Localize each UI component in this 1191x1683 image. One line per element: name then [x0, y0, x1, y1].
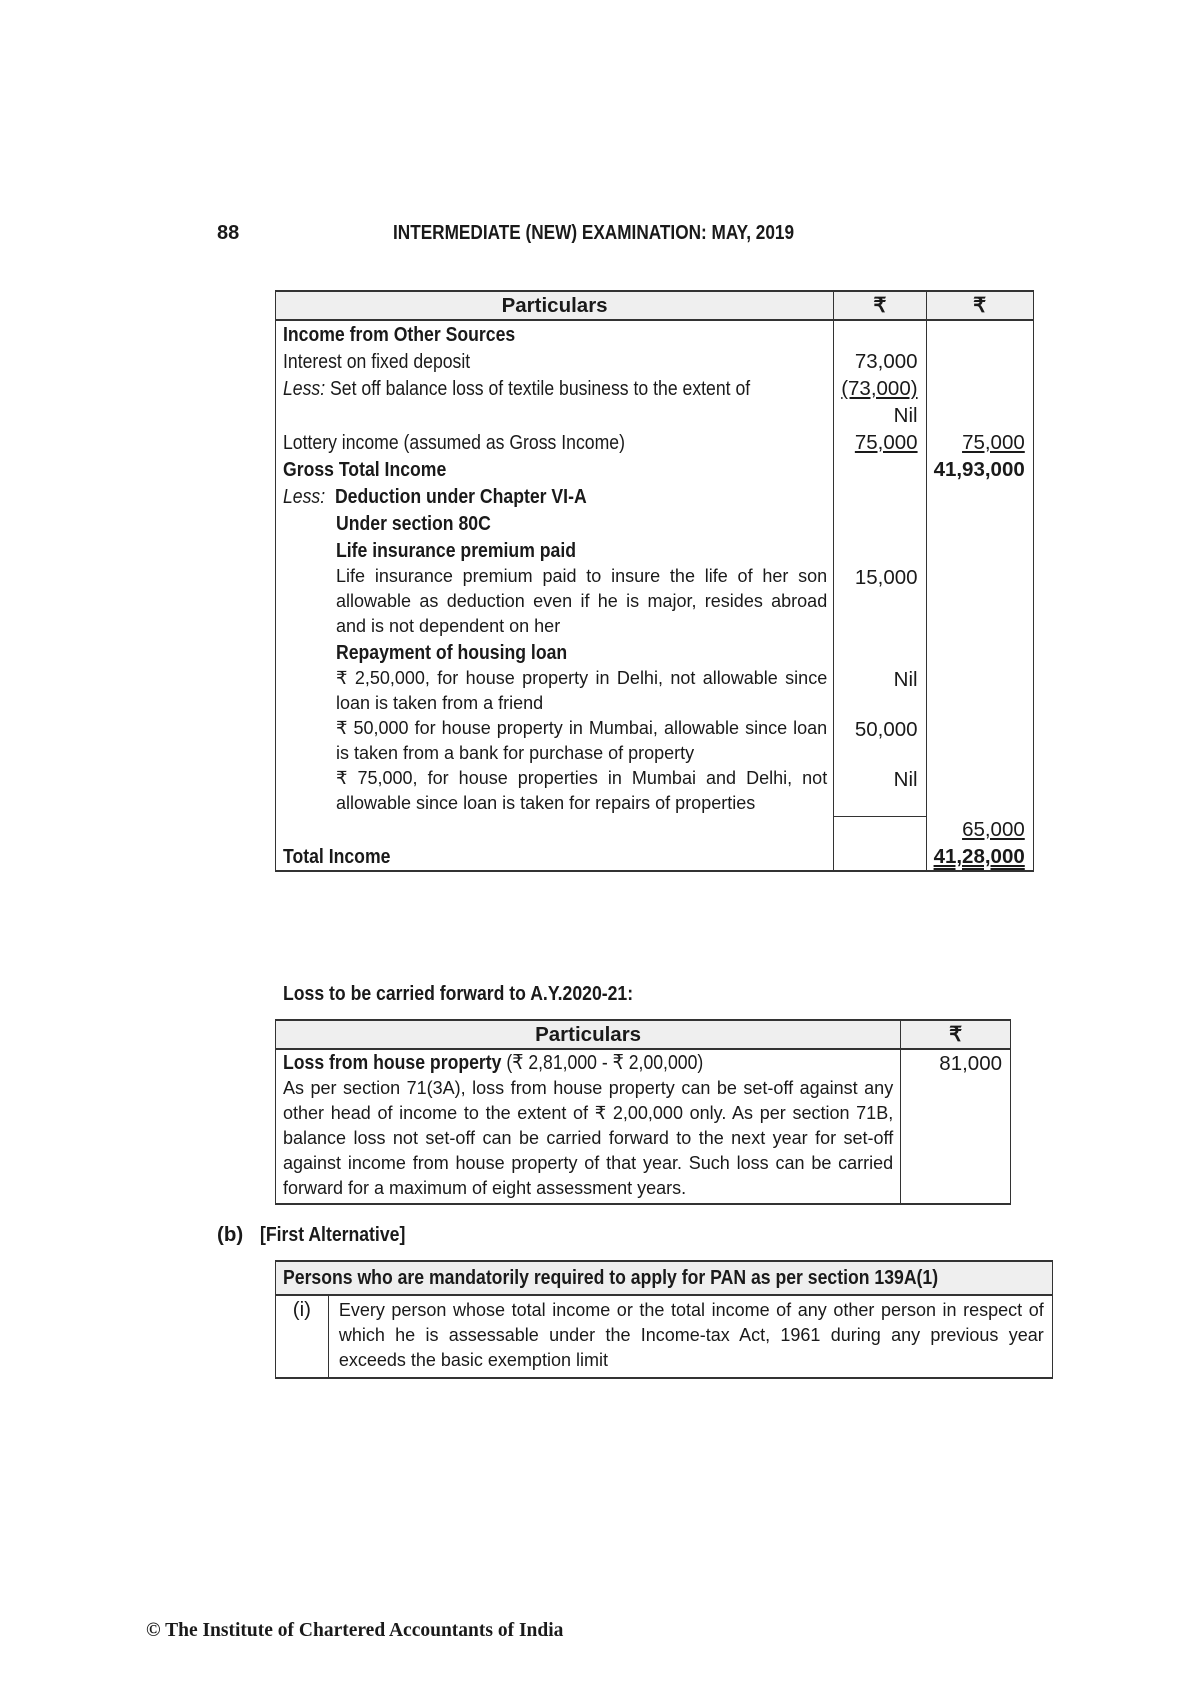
gti-label: Gross Total Income	[283, 458, 447, 481]
table-row	[276, 348, 1034, 375]
table-row	[276, 766, 1034, 816]
table-row	[276, 716, 1034, 766]
loss-table	[275, 1019, 1011, 1205]
lottery-value: 75,000	[854, 431, 918, 454]
lip-value: 15,000	[834, 564, 926, 639]
col-rupee-1: ₹	[834, 291, 926, 320]
loss-heading: Loss to be carried forward to A.Y.2020-21:	[283, 982, 634, 1005]
table-row	[276, 537, 1034, 564]
table2-header-row	[276, 1020, 1011, 1049]
setoff-value: (73,000)	[841, 377, 918, 400]
repairs-text: ₹ 75,000, for house properties in Mumbai and Delhi, not allowable since loan is taken for repairs of properties	[276, 766, 834, 816]
table-row	[276, 456, 1034, 483]
mumbai-value: 50,000	[834, 716, 926, 766]
pan-table-header: Persons who are mandatorily required to apply for PAN as per section 139A(1)	[283, 1266, 939, 1289]
row-text: Every person whose total income or the total income of any other person in respect of which he is assessable under the Income-tax Act, 1961 during any previous year exceeds the basic exemption limit	[328, 1295, 1052, 1378]
total-income-table	[275, 290, 1034, 872]
table3-header-row	[276, 1261, 1053, 1295]
lottery-label: Lottery income (assumed as Gross Income)	[283, 431, 625, 454]
gti-value: 41,93,000	[926, 456, 1033, 483]
pan-table	[275, 1260, 1053, 1379]
col-particulars: Particulars	[276, 1020, 901, 1049]
row-number: (i)	[276, 1295, 329, 1378]
total-income-value: 41,28,000	[933, 845, 1025, 868]
table-row	[276, 320, 1034, 348]
deduction-less: Less:	[283, 485, 326, 508]
lip-text: Life insurance premium paid to insure the life of her son allowable as deduction even if he is major, resides abroad and is not dependent on her	[276, 564, 834, 639]
loss-calc: (₹ 2,81,000 - ₹ 2,00,000)	[501, 1051, 704, 1074]
less-label: Less:	[283, 377, 326, 400]
table-row	[276, 639, 1034, 666]
table-row	[276, 510, 1034, 537]
deduction-heading: Deduction under Chapter VI-A	[334, 485, 587, 508]
col-rupee: ₹	[901, 1020, 1011, 1049]
loss-label: Loss from house property	[283, 1051, 502, 1074]
setoff-label: Set off balance loss of textile business to the extent of	[325, 377, 751, 400]
lottery-total: 75,000	[962, 431, 1025, 454]
table-row	[276, 666, 1034, 716]
income-other-sources-heading: Income from Other Sources	[283, 323, 516, 346]
table-row	[276, 816, 1034, 843]
lip-heading: Life insurance premium paid	[336, 539, 577, 562]
interest-value: 73,000	[834, 348, 926, 375]
table-row	[276, 402, 1034, 429]
table-row	[276, 375, 1034, 402]
housing-heading: Repayment of housing loan	[336, 641, 568, 664]
mumbai-text: ₹ 50,000 for house property in Mumbai, allowable since loan is taken from a bank for purchase of property	[276, 716, 834, 766]
delhi-text: ₹ 2,50,000, for house property in Delhi, not allowable since loan is taken from a friend	[276, 666, 834, 716]
deduction-total: 65,000	[962, 818, 1025, 841]
part-b-label: (b)	[217, 1223, 244, 1246]
delhi-value: Nil	[834, 666, 926, 716]
interest-label: Interest on fixed deposit	[283, 350, 471, 373]
table-row	[276, 429, 1034, 456]
table1-header-row	[276, 291, 1034, 320]
table-row	[276, 1049, 1011, 1204]
nil-value: Nil	[834, 402, 926, 429]
table-row	[276, 564, 1034, 639]
part-b-title: [First Alternative]	[260, 1223, 406, 1246]
loss-text: As per section 71(3A), loss from house property can be set-off against any other head of income to the extent of ₹ 2,00,000 only. As per section 71B, balance loss not set-off can be carried forward to the next year for set-off against income from house property of that year. Such loss can be carried forward for a maximum of eight assessment years.	[283, 1078, 894, 1198]
page-number: 88	[217, 222, 240, 244]
repairs-value: Nil	[834, 766, 926, 816]
col-rupee-2: ₹	[926, 291, 1033, 320]
total-income-label: Total Income	[283, 845, 391, 868]
loss-value: 81,000	[901, 1049, 1011, 1204]
table-row	[276, 483, 1034, 510]
footer-copyright: © The Institute of Chartered Accountants of India	[146, 1620, 564, 1641]
sec80c-heading: Under section 80C	[336, 512, 491, 535]
col-particulars: Particulars	[276, 291, 834, 320]
table-row	[276, 1295, 1053, 1378]
table-row	[276, 843, 1034, 871]
page-header-title: INTERMEDIATE (NEW) EXAMINATION: MAY, 2019	[393, 222, 795, 244]
